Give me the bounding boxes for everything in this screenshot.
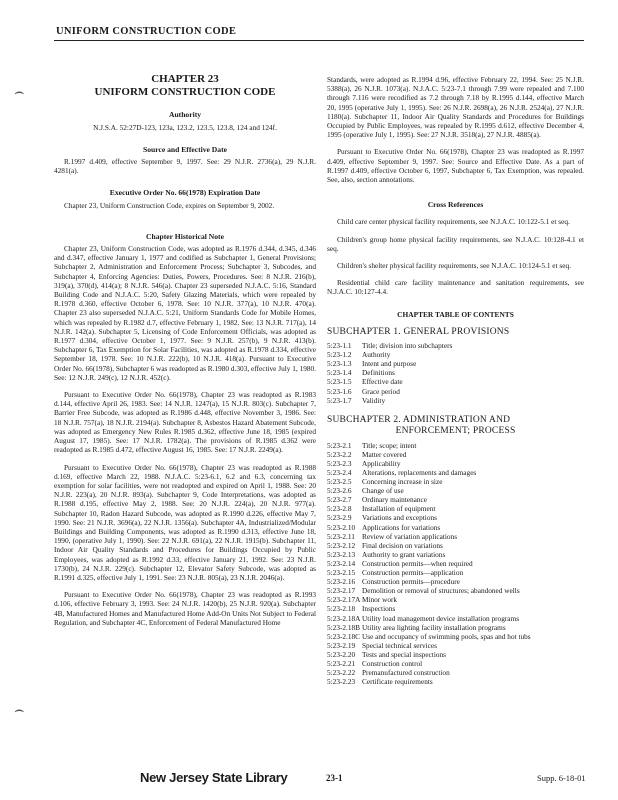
page-number: 23-1 (326, 773, 343, 783)
cross-reference-item: Children's shelter physical facility requirements, see N.J.A.C. 10:124-5.1 et seq. (337, 261, 571, 271)
section-number: 5:23-1.7 (327, 395, 352, 405)
section-number: 5:23-2.20 (327, 649, 356, 659)
toc-row (327, 568, 584, 577)
toc-row (327, 641, 584, 650)
section-title: Construction control (362, 658, 423, 668)
section-title: Tests and special inspections (362, 649, 446, 659)
section-title: Utility load management device installation programs (362, 613, 520, 623)
section-number: 5:23-2.23 (327, 677, 356, 687)
section-title: Inspections (362, 604, 396, 614)
section-number: 5:23-1.6 (327, 386, 352, 396)
cross-reference-item: Residential child care facility maintenance and sanitation requirements, see N.J.A.C. 10:127-4.4. (327, 278, 584, 297)
section-number: 5:23-2.17A (327, 595, 361, 605)
margin-mark: ⌢ (14, 82, 25, 101)
toc-row (327, 396, 584, 405)
section-number: 5:23-2.10 (327, 522, 356, 532)
section-number: 5:23-2.14 (327, 558, 356, 568)
section-title: Use and occupancy of swimming pools, spas and hot tubs (362, 631, 531, 641)
section-number: 5:23-2.15 (327, 568, 356, 578)
section-title: Utility area lighting facility installation programs (362, 622, 506, 632)
section-number: 5:23-2.1 (327, 440, 352, 450)
cross-reference-item: Children's group home physical facility requirements, see N.J.A.C. 10:128-4.1 et seq. (327, 234, 584, 253)
library-stamp: New Jersey State Library (140, 770, 288, 785)
toc-row (327, 632, 584, 641)
toc-row (327, 495, 584, 504)
toc-row (327, 595, 584, 604)
section-title: Change of use (362, 486, 404, 496)
section-title: Definitions (362, 368, 395, 378)
section-number: 5:23-1.4 (327, 368, 352, 378)
chapter-title: UNIFORM CONSTRUCTION CODE (94, 86, 276, 99)
toc-row (327, 559, 584, 568)
toc-row (327, 604, 584, 613)
section-title: Minor work (362, 595, 398, 605)
cross-references-heading: Cross References (427, 200, 484, 210)
section-title: Intent and purpose (362, 359, 417, 369)
margin-mark: ⌢ (14, 700, 25, 719)
section-number: 5:23-1.1 (327, 341, 352, 351)
toc-row (327, 623, 584, 632)
section-title: Ordinary maintenance (362, 495, 428, 505)
toc-row (327, 368, 584, 377)
section-number: 5:23-2.18 (327, 604, 356, 614)
section-title: Matter covered (362, 449, 407, 459)
toc-row (327, 614, 584, 623)
toc-row (327, 659, 584, 668)
supplement-date: Supp. 6-18-01 (537, 773, 586, 783)
toc-heading: CHAPTER TABLE OF CONTENTS (397, 309, 514, 319)
cross-reference-item: Child care center physical facility requirements, see N.J.A.C. 10:122-5.1 et seq. (337, 217, 570, 227)
expiration-heading: Executive Order No. 66(1978) Expiration Date (109, 188, 261, 198)
section-title: Premanufactured construction (362, 668, 450, 678)
source-heading: Source and Effective Date (142, 144, 227, 154)
toc-row (327, 377, 584, 386)
section-title: Applications for variations (362, 522, 441, 532)
authority-text: N.J.S.A. 52:27D-123, 123a, 123.2, 123.5, 123.8, 124 and 124f. (93, 122, 277, 132)
chapter-number: CHAPTER 23 (151, 73, 219, 85)
source-text: R.1997 d.409, effective September 9, 1997. See: 29 N.J.R. 2736(a), 29 N.J.R. 4281(a). (54, 157, 316, 176)
section-title: Construction permits—when required (362, 558, 473, 568)
section-title: Special technical services (362, 640, 437, 650)
section-number: 5:23-2.13 (327, 549, 356, 559)
section-title: Authority (362, 350, 391, 360)
section-number: 5:23-2.21 (327, 658, 356, 668)
section-number: 5:23-2.18A (327, 613, 361, 623)
right-column (327, 72, 584, 686)
toc-row (327, 468, 584, 477)
section-title: Final decision on variations (362, 540, 443, 550)
section-title: Grace period (362, 386, 400, 396)
section-number: 5:23-2.2 (327, 449, 352, 459)
subchapter-1-list (327, 341, 584, 405)
section-title: Effective date (362, 377, 403, 387)
section-number: 5:23-2.17 (327, 586, 356, 596)
section-title: Construction permits—procedure (362, 577, 460, 587)
section-number: 5:23-2.12 (327, 540, 356, 550)
toc-row (327, 359, 584, 368)
section-number: 5:23-2.16 (327, 577, 356, 587)
subchapter-2-title-line: SUBCHAPTER 2. ADMINISTRATION AND (327, 414, 511, 425)
section-title: Certificate requirements (362, 677, 433, 687)
section-number: 5:23-2.19 (327, 640, 356, 650)
toc-row (327, 586, 584, 595)
section-number: 5:23-2.18B (327, 622, 361, 632)
subchapter-2-list (327, 441, 584, 687)
section-title: Alterations, replacements and damages (362, 468, 477, 477)
section-number: 5:23-2.11 (327, 531, 355, 541)
toc-row (327, 387, 584, 396)
section-number: 5:23-2.7 (327, 495, 352, 505)
authority-heading: Authority (168, 110, 202, 120)
section-title: Variations and exceptions (362, 513, 437, 523)
section-number: 5:23-2.8 (327, 504, 352, 514)
running-head: UNIFORM CONSTRUCTION CODE (56, 26, 237, 37)
section-title: Title; scope; intent (362, 440, 417, 450)
section-title: Installation of equipment (362, 504, 436, 514)
toc-row (327, 523, 584, 532)
subchapter-1-title: SUBCHAPTER 1. GENERAL PROVISIONS (327, 326, 510, 337)
section-number: 5:23-2.6 (327, 486, 352, 496)
section-number: 5:23-2.22 (327, 668, 356, 678)
historical-heading: Chapter Historical Note (146, 231, 224, 241)
toc-row (327, 513, 584, 522)
section-title: Applicability (362, 458, 401, 468)
section-number: 5:23-2.5 (327, 477, 352, 487)
toc-row (327, 668, 584, 677)
section-number: 5:23-1.2 (327, 350, 352, 360)
left-column (54, 75, 316, 627)
section-number: 5:23-2.18C (327, 631, 361, 641)
toc-row (327, 541, 584, 550)
toc-row (327, 477, 584, 486)
toc-row (327, 441, 584, 450)
historical-paragraph: Pursuant to Executive Order No. 66(1978), Chapter 23 was readopted as R.1983 d.144, effective April 26, 1983. See: 14 N.J.R. 1247(a), 15 N.J.R. 803(c). Subchapter 7, Barrier Free Subcode, was adopted as R.1986 d.448, effective November 3, 1986. See: 18 N.J.R. 757(a), 18 N.J.R. 2194(a). Subchapter 8, Asbestos Hazard Abatement Subcode, was adopted as Emergency New Rules R.1985 d.362, effective June 18, 1985 (expired August 17, 1985). See: 17 N.J.R. 1782(a). The provisions of R.1985 d.362 were readopted as R.1985 d.472, effective August 16, 1985. See: 17 N.J.R. 2249(a). (54, 390, 316, 455)
toc-row (327, 504, 584, 513)
section-number: 5:23-1.3 (327, 359, 352, 369)
section-number: 5:23-2.9 (327, 513, 352, 523)
section-title: Authority to grant variations (362, 549, 446, 559)
section-title: Validity (362, 395, 386, 405)
toc-row (327, 486, 584, 495)
toc-row (327, 459, 584, 468)
historical-paragraph: Pursuant to Executive Order No. 66(1978), Chapter 23 was readopted as R.1997 d.409, effective September 9, 1997. See: Source and Effective Date. As a part of R.1997 d.409, effective October 6, 1997, Subchapter 6, Tax Exemption, was repealed. See, also, section annotations. (327, 147, 584, 185)
section-number: 5:23-1.5 (327, 377, 352, 387)
expiration-text: Chapter 23, Uniform Construction Code, expires on September 9, 2002. (64, 200, 275, 210)
toc-row (327, 341, 584, 350)
subchapter-2-title-line: ENFORCEMENT; PROCESS (395, 425, 516, 436)
toc-row (327, 650, 584, 659)
section-title: Demolition or removal of structures; abandoned wells (362, 586, 520, 596)
section-number: 5:23-2.3 (327, 458, 352, 468)
toc-row (327, 677, 584, 686)
section-number: 5:23-2.4 (327, 468, 352, 477)
historical-paragraph: Pursuant to Executive Order No. 66(1978), Chapter 23 was readopted as R.1988 d.169, effective March 22, 1988. N.J.A.C. 5:23-6.1, 6.2 and 6.3, concerning tax exemption for solar facilities, were not readopted and expired on April 1, 1988. See: 20 N.J.R. 223(a), 20 N.J.R. 893(a). Subchapter 9, Code Interpretations, was adopted as R.1988 d.195, effective May 2, 1988. See: 20 N.J.R. 224(a), 20 N.J.R. 977(a). Subchapter 10, Radon Hazard Subcode, was adopted as R.1990 d.226, effective May 7, 1990. See: 21 N.J.R. 3696(a), 22 N.J.R. 1356(a). Subchapter 4A, Industrialized/Modular Buildings and Building Components, was adopted as R.1990 d.313, effective June 18, 1990, (operative July 1, 1990). See: 22 N.J.R. 691(a), 22 N.J.R. 1915(b). Subchapter 11, Indoor Air Quality Standards and Procedures for Buildings Occupied by Public Employees, was adopted as R.1992 d.33, effective January 21, 1992. See: 23 N.J.R. 1730(b), 24 N.J.R. 229(c). Subchapter 12, Elevator Safety Subcode, was adopted as R.1991 d.325, effective July 1, 1991. See: 23 N.J.R. 805(a), 23 N.J.R. 2046(a). (54, 462, 316, 582)
section-title: Title; division into subchapters (362, 341, 453, 351)
toc-row (327, 577, 584, 586)
toc-row (327, 350, 584, 359)
toc-row (327, 532, 584, 541)
historical-paragraph: Chapter 23, Uniform Construction Code, was adopted as R.1976 d.344, d.345, d.346 and d.347, effective January 1, 1977 and codified as Subchapter 1, General Provisions; Subchapter 2, Administration and Enforcement Process; Subchapter 3, Subcodes, and Subchapter 4, Enforcing Agencies: Duties, Powers, Procedures. See: 8 N.J.R. 216(b), 319(a), 370(d), 414(a); 8 N.J.R. 546(a). Chapter 23 superseded N.J.A.C. 5:16, Standard Building Code and N.J.A.C. 5:20, Safety Glazing Materials, which were repealed by R.1978 d.360, effective October 6, 1978. See: 10 N.J.R. 377(a), 10 N.J.R. 470(a). Chapter 23 also superseded N.J.A.C. 5:21, Uniform Standards Code for Mobile Homes, which was repealed by R.1982 d.7, effective February 1, 1982. See: 13 N.J.R. 717(a), 14 N.J.R. 142(a). Subchapter 5, Licensing of Code Enforcement Officials, was adopted as R.1977 d.304, effective October 1, 1977. See: 9 N.J.R. 257(b), 9 N.J.R. 413(b). Subchapter 6, Tax Exemption for Solar Facilities, was adopted as R.1978 d.334, effective September 18, 1978. See: 10 N.J.R. 222(b), 10 N.J.R. 418(a). Pursuant to Executive Order No. 66(1978), Subchapter 6 was readopted as R.1980 d.303, effective July 1, 1980. See: 12 N.J.R. 249(c), 12 N.J.R. 452(c). (54, 244, 316, 382)
toc-row (327, 550, 584, 559)
subchapter-2-title (327, 415, 584, 437)
section-title: Review of variation applications (362, 531, 458, 541)
historical-paragraph: Pursuant to Executive Order No. 66(1978), Chapter 23 was readopted as R.1993 d.106, effective February 3, 1993. See: 24 N.J.R. 1420(b), 25 N.J.R. 920(a). Subchapter 4B, Manufactured Homes and Manufactured Home Add-On Units Not Subject to Federal Regulation, and Subchapter 4C, Enforcement of Federal Manufactured Home (54, 590, 316, 627)
toc-row (327, 450, 584, 459)
header-rule (54, 40, 584, 41)
historical-paragraph: Standards, were adopted as R.1994 d.96, effective February 22, 1994. See: 25 N.J.R. 5388(a), 26 N.J.R. 1073(a). N.J.A.C. 5:23-7.1 through 7.99 were repealed and 7.100 through 7.116 were recodified as 7.2 through 7.18 by R.1995 d.144, effective March 20, 1995 (operative July 1, 1995). See: 26 N.J.R. 2698(a), 26 N.J.R. 2524(a), 27 N.J.R. 1180(a). Subchapter 11, Indoor Air Quality Standards and Procedures for Buildings Occupied by Public Employees, was repealed by R.1995 d.612, effective December 4, 1995 (operative July 1, 1995). See: 27 N.J.R. 3518(a), 27 N.J.R. 4885(a). (327, 75, 584, 140)
section-title: Construction permits—application (362, 568, 464, 578)
section-title: Concerning increase in size (362, 477, 443, 487)
